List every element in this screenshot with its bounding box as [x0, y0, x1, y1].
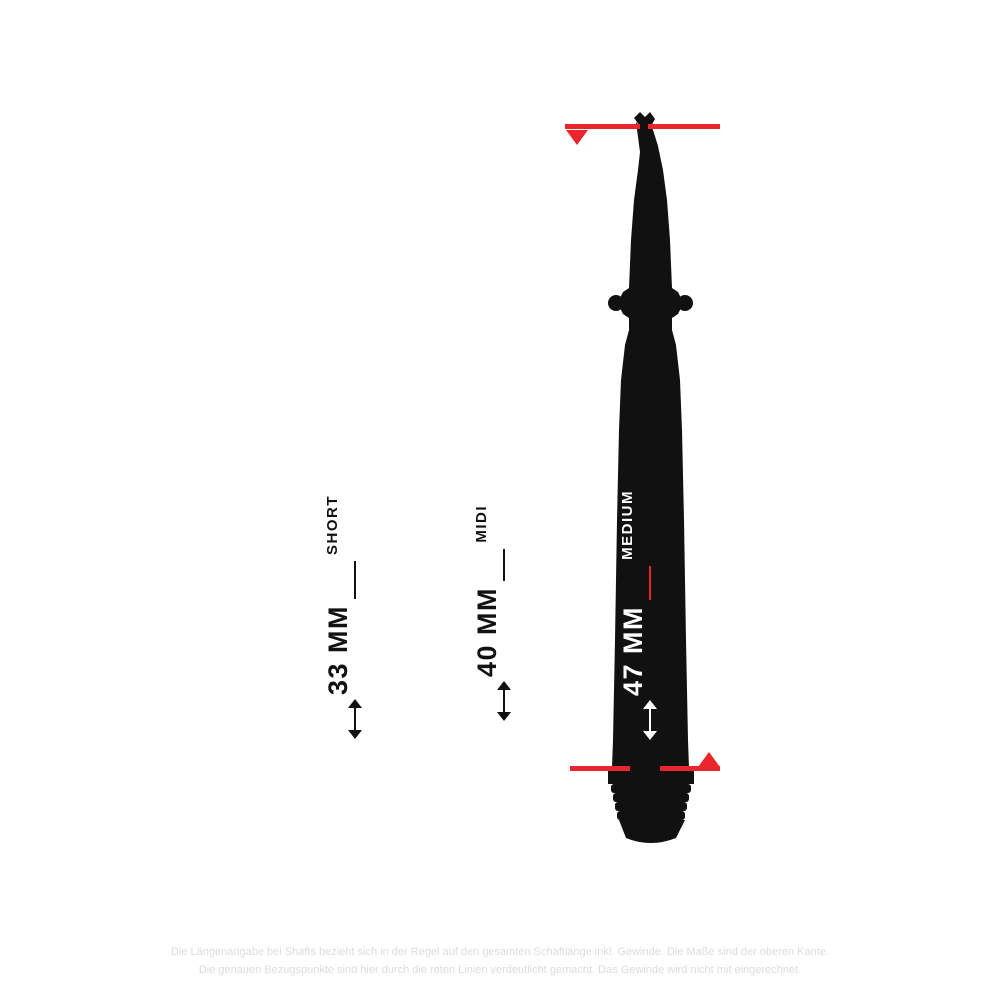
- top-guide-line-left: [565, 124, 640, 129]
- double-arrow-vertical-icon-midi: [493, 681, 515, 721]
- divider-medium: [649, 566, 651, 600]
- top-guide-line-right: [648, 124, 720, 129]
- divider-short: [354, 561, 356, 599]
- measure-group-medium: [620, 490, 680, 740]
- measure-group-short: [325, 495, 385, 739]
- size-label-short: SHORT: [324, 495, 341, 555]
- footnote-line-2: Die genauen Bezugspunkte sind hier durch die roten Linien verdeutlicht gemacht. Das Gewinde wird nicht mit eingerechnet.: [198, 964, 802, 976]
- divider-midi: [503, 549, 505, 581]
- double-arrow-vertical-icon-medium: [639, 700, 661, 740]
- size-label-midi: MIDI: [473, 505, 490, 543]
- double-arrow-vertical-icon-short: [344, 699, 366, 739]
- bottom-guide-line-left: [570, 766, 630, 771]
- triangle-up-marker: [698, 752, 720, 767]
- length-label-short: 33 MM: [323, 605, 353, 696]
- length-label-medium: 47 MM: [618, 605, 648, 696]
- size-label-medium: MEDIUM: [619, 490, 636, 560]
- footnote-line-1: Die Längenangabe bei Shafts bezieht sich in der Regel auf den gesamten Schaftlänge inkl. Gewinde. Die Maße sind der oberen Kante.: [171, 946, 829, 958]
- length-label-midi: 40 MM: [472, 586, 502, 677]
- measure-group-midi: [474, 505, 534, 721]
- triangle-down-marker: [566, 130, 588, 145]
